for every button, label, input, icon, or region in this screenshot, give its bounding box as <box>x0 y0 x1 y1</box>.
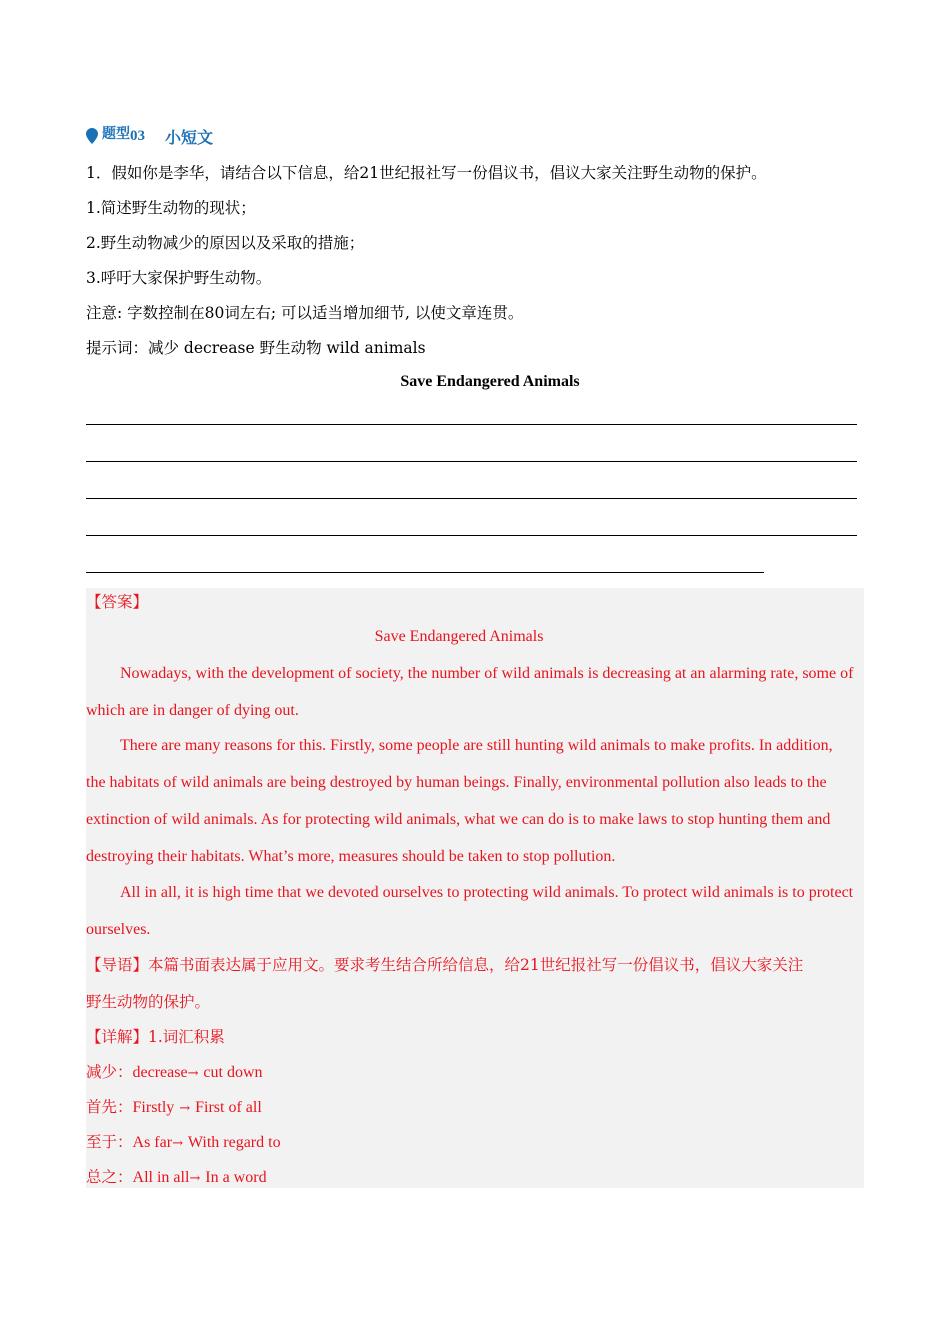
answer-title: Save Endangered Animals <box>374 628 544 645</box>
guide-line-2: 野生动物的保护。 <box>86 993 211 1011</box>
right-arrow-icon: → <box>179 1101 191 1116</box>
question-prompt: 1．假如你是李华，请结合以下信息，给21世纪报社写一份倡议书，倡议大家关注野生动物的保护。 <box>86 164 767 182</box>
question-point-2: 2.野生动物减少的原因以及采取的措施； <box>86 234 365 252</box>
writing-line <box>86 498 857 499</box>
question-note: 注意: 字数控制在80词左右; 可以适当增加细节, 以使文章连贯。 <box>86 304 524 322</box>
question-hint: 提示词：减少 decrease 野生动物 wild animals <box>86 339 426 357</box>
vocab-item: 首先：Firstly → First of all <box>86 1098 262 1116</box>
guide-text: 本篇书面表达属于应用文。要求考生结合所给信息，给21世纪报社写一份倡议书，倡议大家关注 <box>148 956 804 974</box>
section-title: 小短文 <box>165 127 214 147</box>
answer-paragraph-1: Nowadays, with the development of society, the number of wild animals is decreasing at an alarming rate, some of which are in danger of dying out. <box>86 665 854 719</box>
essay-title: Save Endangered Animals <box>400 373 580 390</box>
writing-line <box>86 535 857 536</box>
question-point-1: 1.简述野生动物的现状； <box>86 199 256 217</box>
vocab-item: 减少：decrease→ cut down <box>86 1063 263 1081</box>
guide-label: 【导语】 <box>86 956 149 974</box>
answer-paragraph-2: There are many reasons for this. Firstly, some people are still hunting wild animals to make profits. In addition, the habitats of wild animals are being destroyed by human beings. Finally, environmental pollution also leads to the extinction of wild animals. As for protecting wild animals, what we can do is to make laws to stop hunting them and destroying their habitats. What’s more, measures should be taken to stop pollution. <box>86 737 833 865</box>
right-arrow-icon: → <box>172 1136 183 1151</box>
vocab-item: 至于：As far→ With regard to <box>86 1133 281 1151</box>
section-number: 03 <box>130 127 145 144</box>
answer-label: 【答案】 <box>86 593 149 611</box>
question-point-3: 3.呼吁大家保护野生动物。 <box>86 269 272 287</box>
detail-heading: 1.词汇积累 <box>148 1028 225 1046</box>
right-arrow-icon: → <box>187 1066 199 1081</box>
vocab-item: 总之：All in all→ In a word <box>86 1168 267 1186</box>
right-arrow-icon: → <box>189 1171 201 1186</box>
answer-paragraph-3: All in all, it is high time that we devoted ourselves to protecting wild animals. To protect wild animals is to protect ourselves. <box>86 884 854 938</box>
writing-line <box>86 461 857 462</box>
section-tag: 题型 <box>102 127 130 142</box>
section-header <box>86 124 213 148</box>
detail-label: 【详解】 <box>86 1028 149 1046</box>
writing-line <box>86 424 857 425</box>
guide-line-1 <box>86 955 803 975</box>
detail-line <box>86 1027 225 1047</box>
location-pin-icon <box>86 128 98 144</box>
writing-line <box>86 572 764 573</box>
